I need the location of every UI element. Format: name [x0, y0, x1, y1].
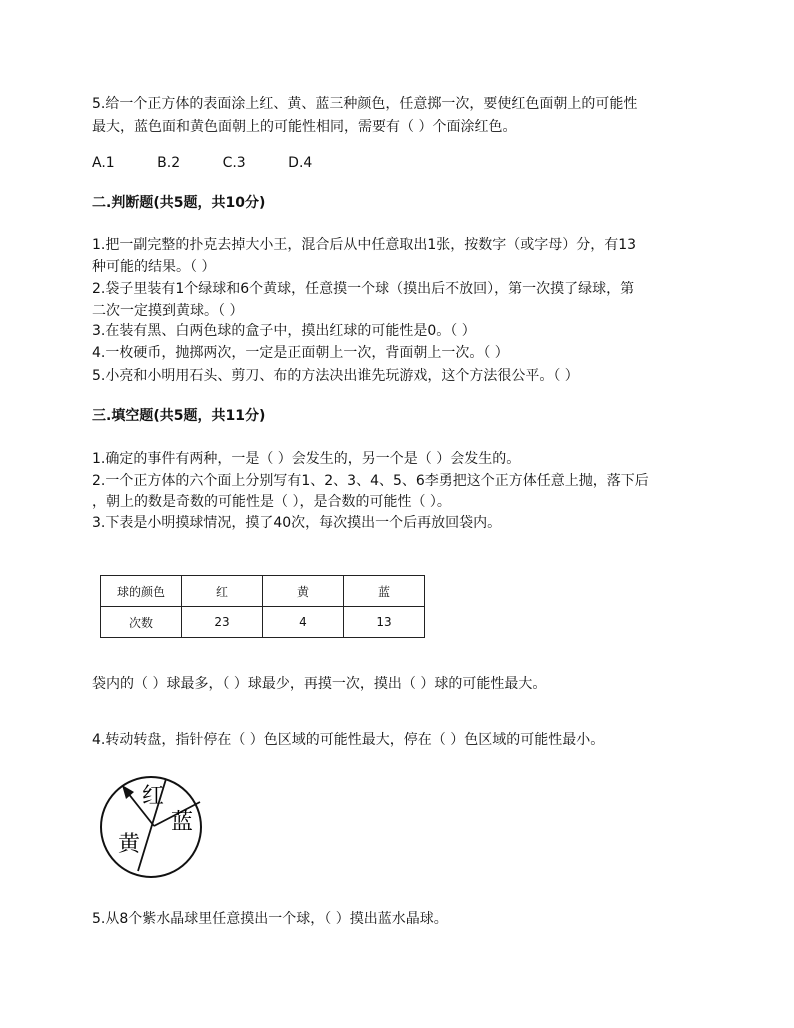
spinner-diagram: [98, 772, 208, 882]
ball-draw-table: [100, 575, 425, 638]
spinner-label-yellow: 黄: [118, 832, 141, 857]
judge-item-1b: 种可能的结果。（ ）: [92, 259, 216, 275]
section3-heading: 三.填空题(共5题，共11分): [92, 408, 266, 424]
table-row: [101, 607, 425, 638]
judge-item-2a: 2.袋子里装有1个绿球和6个黄球，任意摸一个球（摸出后不放回），第一次摸了绿球，第: [92, 281, 635, 297]
judge-item-2b: 二次一定摸到黄球。（ ）: [92, 303, 244, 319]
q5-text-line2: 最大，蓝色面和黄色面朝上的可能性相同，需要有（ ）个面涂红色。: [92, 119, 517, 135]
judge-item-5: 5.小亮和小明用石头、剪刀、布的方法决出谁先玩游戏，这个方法很公平。（ ）: [92, 368, 579, 384]
fill-item-4: 4.转动转盘，指针停在（ ）色区域的可能性最大，停在（ ）色区域的可能性最小。: [92, 732, 605, 748]
spinner-label-red: 红: [142, 784, 165, 809]
option-d: D.4: [288, 155, 313, 171]
judge-item-3: 3.在装有黑、白两色球的盒子中，摸出红球的可能性是0。（ ）: [92, 323, 476, 339]
table-header-row: [101, 576, 425, 607]
option-a: A.1: [92, 155, 115, 171]
table-cell: 23: [182, 607, 263, 638]
table-cell: 次数: [101, 607, 182, 638]
fill-item-5: 5.从8个紫水晶球里任意摸出一个球，（ ）摸出蓝水晶球。: [92, 911, 448, 927]
fill-item-1: 1.确定的事件有两种，一是（ ）会发生的，另一个是（ ）会发生的。: [92, 451, 521, 467]
table-cell: 黄: [263, 576, 344, 607]
judge-item-4: 4.一枚硬币，抛掷两次，一定是正面朝上一次，背面朝上一次。（ ）: [92, 345, 509, 361]
option-b: B.2: [157, 155, 181, 171]
fill-item-2a: 2.一个正方体的六个面上分别写有1、2、3、4、5、6李勇把这个正方体任意上抛，落下后: [92, 473, 649, 489]
fill-item-3-question: 袋内的（ ）球最多，（ ）球最少，再摸一次，摸出（ ）球的可能性最大。: [92, 676, 547, 692]
section2-heading: 二.判断题(共5题，共10分): [92, 195, 266, 211]
table-cell: 蓝: [344, 576, 425, 607]
fill-item-3: 3.下表是小明摸球情况，摸了40次，每次摸出一个后再放回袋内。: [92, 515, 502, 531]
table-cell: 球的颜色: [101, 576, 182, 607]
table-cell: 红: [182, 576, 263, 607]
spinner-label-blue: 蓝: [171, 810, 194, 835]
fill-item-2b: ，朝上的数是奇数的可能性是（ ），是合数的可能性（ ）。: [92, 494, 451, 510]
table-cell: 4: [263, 607, 344, 638]
option-c: C.3: [222, 155, 246, 171]
q5-options: [92, 153, 350, 173]
q5-text-line1: 5.给一个正方体的表面涂上红、黄、蓝三种颜色，任意掷一次，要使红色面朝上的可能性: [92, 96, 638, 112]
judge-item-1a: 1.把一副完整的扑克去掉大小王，混合后从中任意取出1张，按数字（或字母）分，有13: [92, 237, 637, 253]
pointer-arrow-icon: [122, 785, 134, 799]
table-cell: 13: [344, 607, 425, 638]
